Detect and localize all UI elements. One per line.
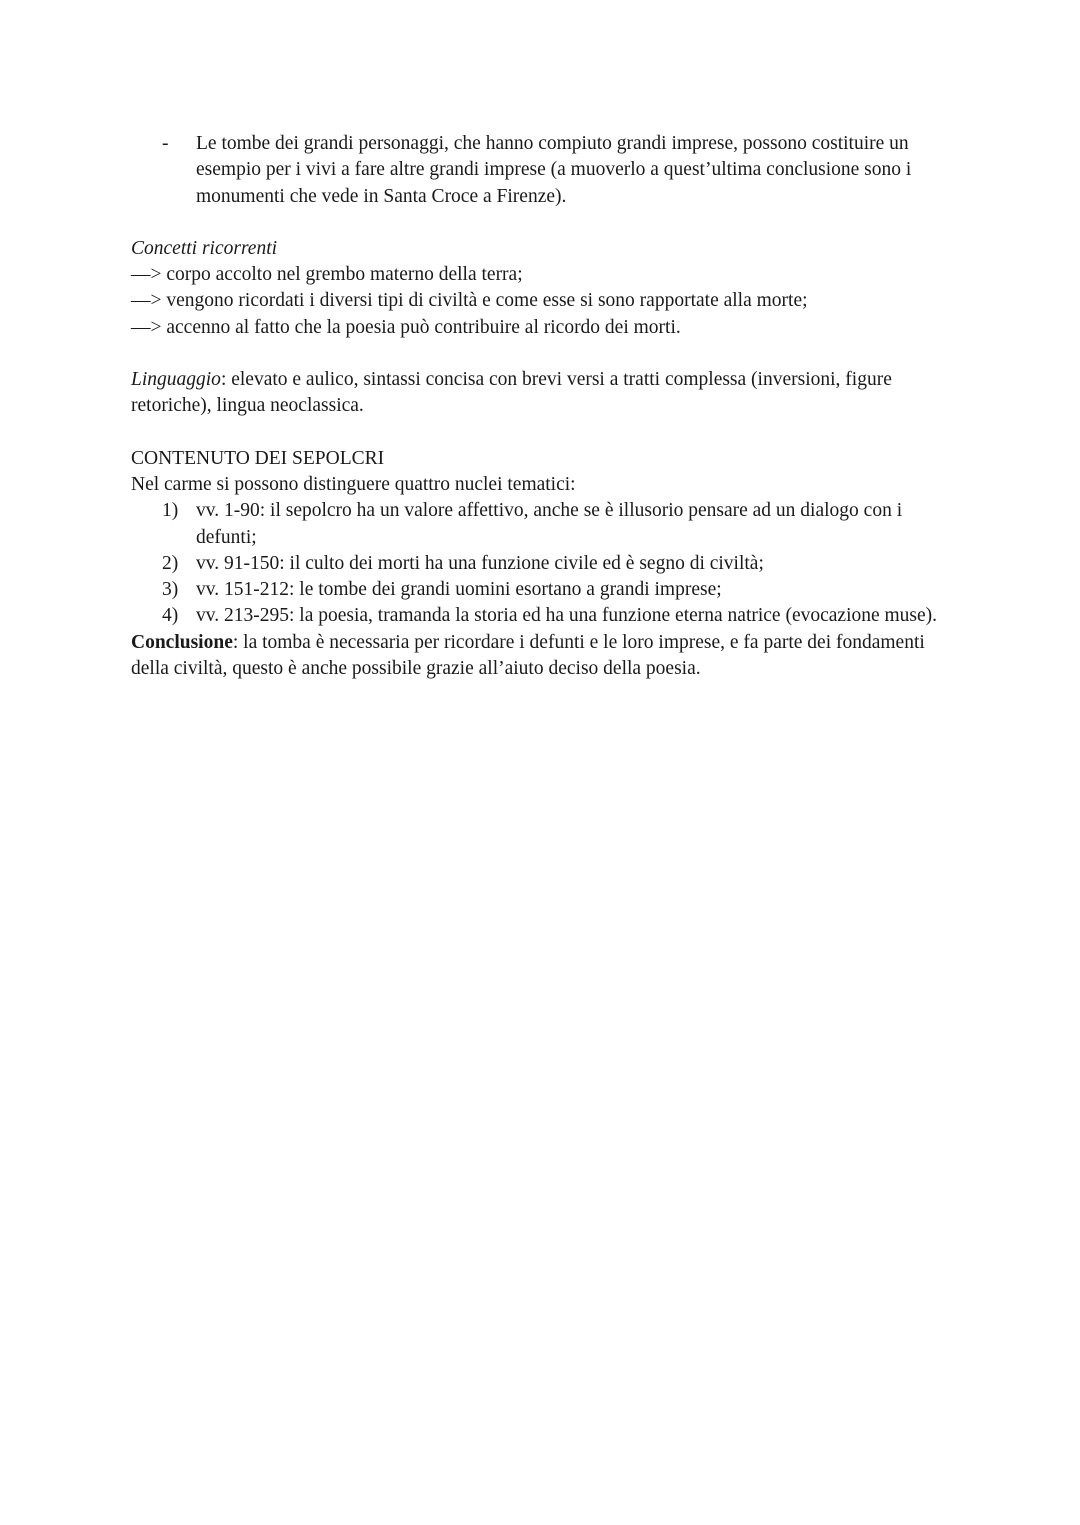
- conclusione-label: Conclusione: [131, 631, 233, 653]
- contenuto-heading: CONTENUTO DEI SEPOLCRI: [131, 447, 385, 469]
- linguaggio-label: Linguaggio: [131, 369, 221, 391]
- spacer: [131, 210, 951, 236]
- concetti-item: —> corpo accolto nel grembo materno della terra;: [131, 264, 523, 286]
- list-item: [131, 551, 951, 577]
- linguaggio-paragraph: [131, 367, 951, 420]
- spacer: [131, 341, 951, 367]
- list-item: [131, 498, 951, 551]
- bullet-text: Le tombe dei grandi personaggi, che hanno compiuto grandi imprese, possono costituire un esempio per i vivi a fare altre grandi imprese (a muoverlo a quest’ultima conclusione sono i monumenti che vede in Santa Croce a Firenze).: [196, 133, 912, 207]
- contenuto-intro: Nel carme si possono distinguere quattro nuclei tematici:: [131, 473, 576, 495]
- conclusione-paragraph: [131, 630, 951, 683]
- list-item: [131, 603, 951, 629]
- concetti-item: —> accenno al fatto che la poesia può contribuire al ricordo dei morti.: [131, 316, 681, 338]
- list-item-number: 2): [162, 552, 179, 574]
- list-item-number: 3): [162, 579, 179, 601]
- concetti-item: —> vengono ricordati i diversi tipi di civiltà e come esse si sono rapportate alla morte;: [131, 290, 808, 312]
- bullet-marker: -: [162, 133, 169, 154]
- list-item-number: 1): [162, 500, 179, 522]
- concetti-section: [131, 236, 951, 341]
- list-item-text: vv. 91-150: il culto dei morti ha una funzione civile ed è segno di civiltà;: [196, 552, 764, 574]
- linguaggio-text: : elevato e aulico, sintassi concisa con brevi versi a tratti complessa (inversioni, figure retoriche), lingua neoclassica.: [131, 369, 892, 417]
- list-item-text: vv. 1-90: il sepolcro ha un valore affettivo, anche se è illusorio pensare ad un dialogo con i defunti;: [196, 500, 903, 548]
- contenuto-section: [131, 446, 951, 630]
- list-item-number: 4): [162, 605, 179, 627]
- concetti-title: Concetti ricorrenti: [131, 237, 278, 259]
- bullet-item: [131, 131, 951, 210]
- numbered-list: [131, 498, 951, 629]
- spacer: [131, 420, 951, 446]
- list-item-text: vv. 151-212: le tombe dei grandi uomini esortano a grandi imprese;: [196, 579, 722, 601]
- conclusione-text: : la tomba è necessaria per ricordare i defunti e le loro imprese, e fa parte dei fondamenti della civiltà, questo è anche possibile grazie all’aiuto deciso della poesia.: [131, 631, 925, 680]
- list-item-text: vv. 213-295: la poesia, tramanda la storia ed ha una funzione eterna natrice (evocazione muse).: [196, 605, 938, 627]
- document-page: [131, 131, 951, 682]
- list-item: [131, 577, 951, 603]
